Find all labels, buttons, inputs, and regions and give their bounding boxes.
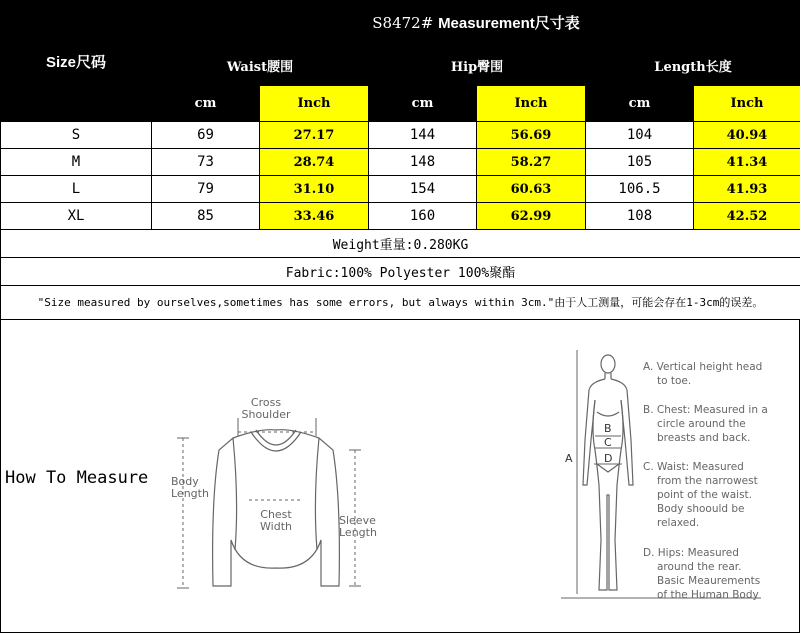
size-header: Size尺码 xyxy=(1,1,152,122)
hip-inch: 60.63 xyxy=(477,176,586,203)
unit-cm: cm xyxy=(369,86,477,122)
body-letter-d: D xyxy=(604,452,613,465)
waist-inch: 33.46 xyxy=(260,203,369,230)
sweater-diagram xyxy=(161,390,391,595)
length-cm: 104 xyxy=(586,122,694,149)
size-label: XL xyxy=(1,203,152,230)
waist-inch: 27.17 xyxy=(260,122,369,149)
table-row xyxy=(1,176,800,203)
body-letter-c: C xyxy=(604,436,612,449)
size-label: S xyxy=(1,122,152,149)
note-chest: B. Chest: Measured in a circle around the breasts and back. xyxy=(643,404,768,444)
waist-cm: 79 xyxy=(152,176,260,203)
body-letter-a: A xyxy=(565,452,573,465)
group-length: Length长度 xyxy=(586,45,800,86)
body-diagram xyxy=(561,350,786,612)
hip-cm: 148 xyxy=(369,149,477,176)
waist-inch: 31.10 xyxy=(260,176,369,203)
how-to-measure-panel xyxy=(0,319,800,633)
table-row xyxy=(1,149,800,176)
length-inch: 40.94 xyxy=(694,122,800,149)
hip-cm: 144 xyxy=(369,122,477,149)
title-text: Measurement尺寸表 xyxy=(438,15,580,32)
body-letter-b: B xyxy=(604,422,612,435)
group-waist: Waist腰围 xyxy=(152,45,369,86)
fabric-note: Fabric:100% Polyester 100%聚酯 xyxy=(1,258,800,286)
table-row xyxy=(1,122,800,149)
group-hip: Hip臀围 xyxy=(369,45,586,86)
disclaimer-note: "Size measured by ourselves,sometimes has some errors, but always within 3cm."由于人工测量，可能会存在1-3cm的误差。 xyxy=(1,286,800,320)
length-inch: 41.34 xyxy=(694,149,800,176)
unit-inch: Inch xyxy=(694,86,800,122)
body-length-label: Body Length xyxy=(171,475,209,500)
note-waist: C. Waist: Measured from the narrowest point of the waist. Body shoould be relaxed. xyxy=(643,461,758,529)
length-inch: 41.93 xyxy=(694,176,800,203)
length-cm: 106.5 xyxy=(586,176,694,203)
cross-shoulder-label: Cross Shoulder xyxy=(241,396,291,421)
length-cm: 105 xyxy=(586,149,694,176)
chest-width-label: Chest Width xyxy=(260,508,292,533)
weight-note: Weight重量:0.280KG xyxy=(1,230,800,258)
hip-inch: 56.69 xyxy=(477,122,586,149)
hip-cm: 154 xyxy=(369,176,477,203)
waist-cm: 69 xyxy=(152,122,260,149)
hip-inch: 58.27 xyxy=(477,149,586,176)
unit-cm: cm xyxy=(152,86,260,122)
length-cm: 108 xyxy=(586,203,694,230)
size-label: M xyxy=(1,149,152,176)
table-title xyxy=(152,1,800,45)
size-label: L xyxy=(1,176,152,203)
sleeve-length-label: Sleeve Length xyxy=(339,514,377,539)
unit-cm: cm xyxy=(586,86,694,122)
waist-cm: 85 xyxy=(152,203,260,230)
hip-cm: 160 xyxy=(369,203,477,230)
note-height: A. Vertical height head to toe. xyxy=(643,361,763,387)
waist-inch: 28.74 xyxy=(260,149,369,176)
note-hips: D. Hips: Measured around the rear. Basic Meaurements of the Human Body xyxy=(643,547,761,601)
length-inch: 42.52 xyxy=(694,203,800,230)
how-to-measure-label: How To Measure xyxy=(5,468,149,488)
table-row xyxy=(1,203,800,230)
unit-inch: Inch xyxy=(477,86,586,122)
title-code: S8472# xyxy=(372,14,434,32)
hip-inch: 62.99 xyxy=(477,203,586,230)
unit-inch: Inch xyxy=(260,86,369,122)
waist-cm: 73 xyxy=(152,149,260,176)
